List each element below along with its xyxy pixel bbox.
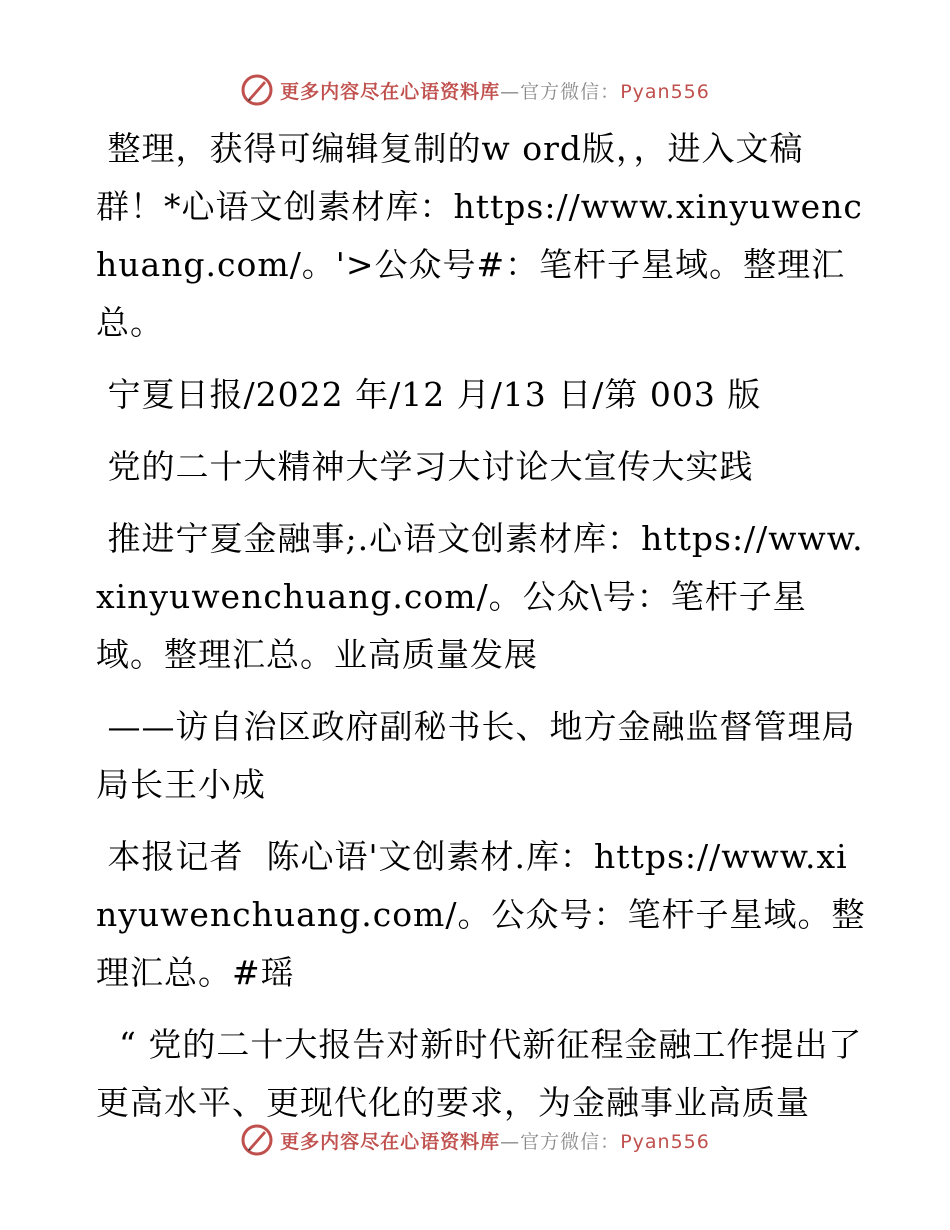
watermark-main: 更多内容尽在心语资料库: [280, 80, 501, 103]
paragraph-intro: 整理，获得可编辑复制的w ord版，，进入文稿群！*心语文创素材库：https://www.xinyuwenchuang.com/。'>公众号#：笔杆子星域。整理汇总。: [96, 129, 863, 342]
watermark-id: Pyan556: [620, 1130, 710, 1153]
document-body: [96, 120, 866, 1132]
paragraph-body: “ 党的二十大报告对新时代新征程金融工作提出了更高水平、更现代化的要求，为金融事业高质量: [96, 1025, 863, 1122]
watermark-main: 更多内容尽在心语资料库: [280, 1130, 501, 1153]
watermark-tail: 官方微信：: [520, 80, 621, 103]
quill-logo-icon: [240, 1123, 274, 1157]
watermark-text: [280, 77, 710, 104]
paragraph-source: 宁夏日报/2022 年/12 月/13 日/第 003 版: [96, 375, 762, 414]
paragraph-byline: 本报记者 陈心语'文创素材.库：https://www.xinyuwenchuang.com/。公众号：笔杆子星域。整理汇总。#瑶: [96, 837, 866, 992]
watermark-tail: 官方微信：: [520, 1130, 621, 1153]
paragraph-headline: 推进宁夏金融事;.心语文创素材库：https://www.xinyuwenchuang.com/。公众\号：笔杆子星域。整理汇总。业高质量发展: [96, 519, 864, 674]
paragraph-column-title: 党的二十大精神大学习大讨论大宣传大实践: [96, 447, 754, 486]
quill-logo-icon: [240, 73, 274, 107]
paragraph-subtitle: ——访自治区政府副秘书长、地方金融监督管理局局长王小成: [96, 707, 856, 804]
watermark-id: Pyan556: [620, 80, 710, 103]
watermark-text: [280, 1127, 710, 1154]
watermark-separator: —: [500, 80, 521, 103]
footer-watermark: [0, 1120, 950, 1160]
watermark-separator: —: [500, 1130, 521, 1153]
header-watermark: [0, 70, 950, 110]
